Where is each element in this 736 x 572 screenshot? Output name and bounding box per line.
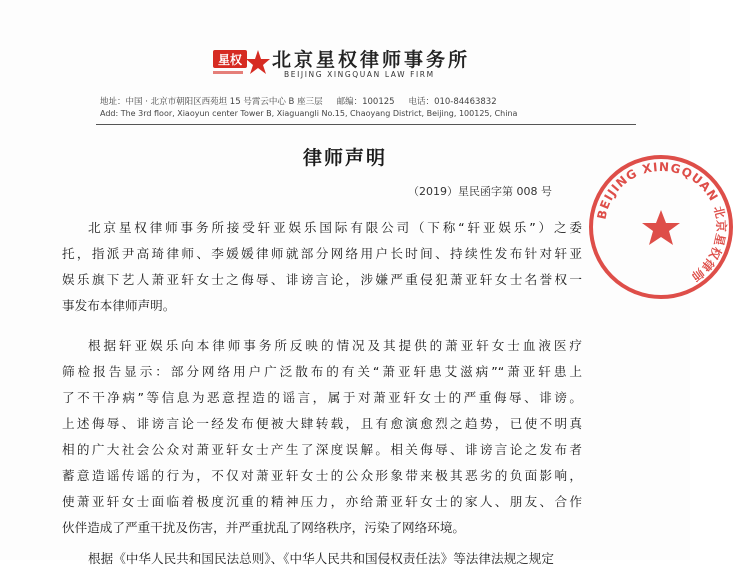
document-number: （2019）星民函字第 008 号	[408, 185, 552, 198]
paragraph-line: 蓄意造谣传谣的行为，不仅对萧亚轩女士的公众形象带来极其恶劣的负面影响，	[62, 468, 582, 483]
paragraph-line: 了不干净病”等信息为恶意捏造的谣言，属于对萧亚轩女士的严重侮辱、诽谤。	[62, 390, 582, 405]
document-title: 律师声明	[302, 147, 387, 169]
paragraph-line: 筛检报告显示：部分网络用户广泛散布的有关“萧亚轩患艾滋病”“萧亚轩患上	[62, 364, 582, 379]
paragraph-line: 使萧亚轩女士面临着极度沉重的精神压力，亦给萧亚轩女士的家人、朋友、合作	[62, 494, 582, 509]
paragraph-3-partial	[62, 546, 582, 572]
address-en: Add: The 3rd floor, Xiaoyun center Tower B, Xiaguangli No.15, Chaoyang District, Beijing, 100125, China	[100, 109, 518, 118]
phone: 010-84463832	[434, 97, 497, 107]
address-cn	[100, 95, 497, 107]
paragraph-2	[62, 333, 582, 541]
logo-text: 星权	[217, 53, 243, 67]
firm-logo	[212, 44, 270, 80]
official-seal	[586, 152, 736, 302]
paragraph-line: 上述侮辱、诽谤言论一经发布便被大肆转载，且有愈演愈烈之趋势，已使不明真	[62, 416, 582, 431]
paragraph-line: 北京星权律师事务所接受轩亚娱乐国际有限公司（下称“轩亚娱乐”）之委	[88, 220, 582, 235]
paragraph-1	[62, 215, 582, 319]
logo-star-icon	[246, 50, 270, 74]
paragraph-line: 根据轩亚娱乐向本律师事务所反映的情况及其提供的萧亚轩女士血液医疗	[88, 338, 582, 353]
paragraph-line: 相的广大社会公众对萧亚轩女士产生了深度误解。相关侮辱、诽谤言论之发布者	[62, 442, 582, 457]
paragraph-line: 根据《中华人民共和国民法总则》、《中华人民共和国侵权责任法》等法律法规之规定	[88, 551, 554, 566]
seal-star-icon	[642, 210, 680, 245]
paragraph-line: 事发布本律师声明。	[62, 298, 176, 313]
paragraph-line: 伙伴造成了严重干扰及伤害，并严重扰乱了网络秩序，污染了网络环境。	[62, 520, 465, 535]
phone-label: 电话：	[408, 97, 435, 107]
address-cn-text: 地址：中国 · 北京市朝阳区西苑坦 15 号霄云中心 B 座三层	[100, 97, 323, 107]
seal-ring-text: BEIJING XINGQUAN 北京星权律师	[594, 159, 729, 285]
postcode: 100125	[362, 97, 395, 107]
paragraph-line: 托，指派尹高琦律师、李媛媛律师就部分网络用户长时间、持续性发布针对轩亚	[62, 246, 582, 261]
paragraph-line: 娱乐旗下艺人萧亚轩女士之侮辱、诽谤言论，涉嫌严重侵犯萧亚轩女士名誉权一	[62, 272, 582, 287]
postcode-label: 邮编：	[336, 97, 363, 107]
firm-name-cn: 北京星权律师事务所	[272, 49, 471, 71]
firm-name-en: BEIJING XINGQUAN LAW FIRM	[284, 70, 435, 79]
letterhead-divider	[96, 124, 636, 125]
